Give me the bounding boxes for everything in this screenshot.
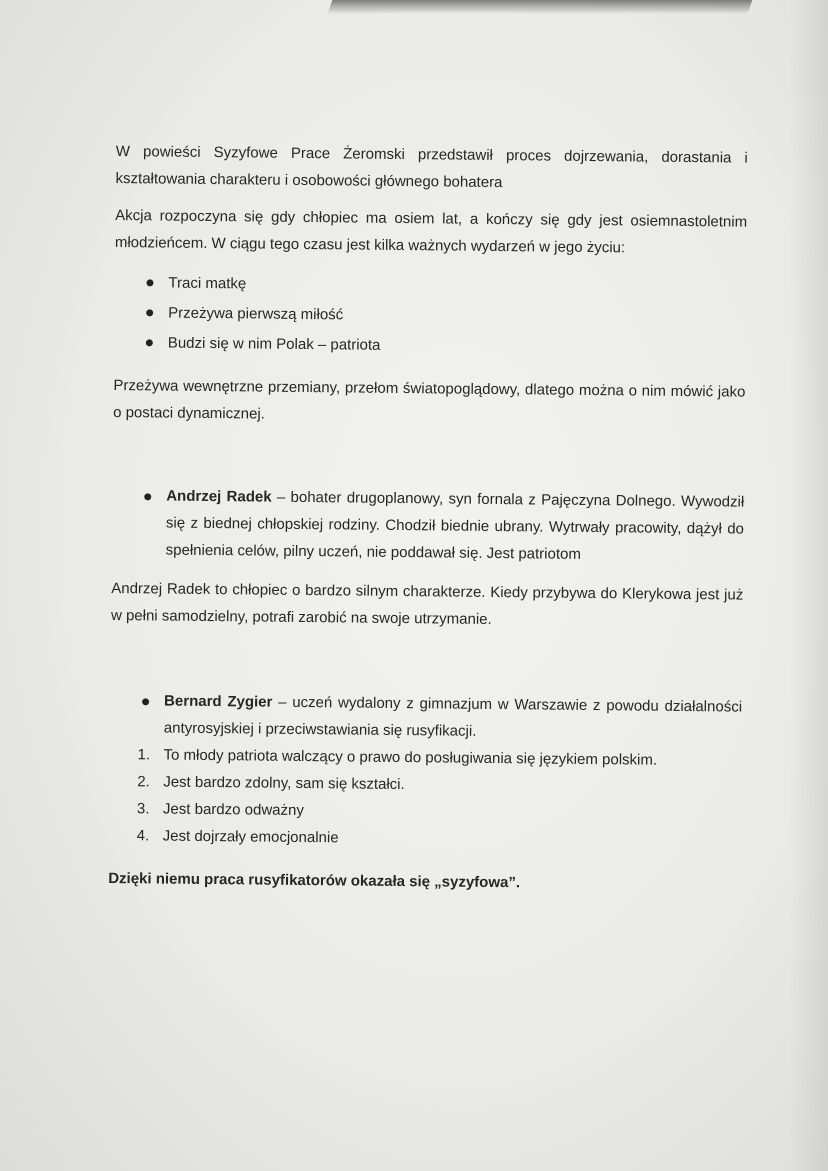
list-text: Jest bardzo zdolny, sam się kształci. xyxy=(163,773,405,794)
radek-summary: Andrzej Radek to chłopiec o bardzo silnym charakterze. Kiedy przybywa do Klerykowa jest już w pełni samodzielny, potrafi zarobić na swoje utrzymanie. xyxy=(110,579,744,628)
radek-name: Andrzej Radek xyxy=(166,487,272,506)
dynamic-character-paragraph: Przeżywa wewnętrzne przemiany, przełom światopoglądowy, dlatego można o nim mówić jako o postaci dynamicznej. xyxy=(113,376,746,423)
zygier-traits-list xyxy=(109,741,742,856)
conclusion: Dzięki niemu praca rusyfikatorów okazała się „syzyfowa”. xyxy=(108,869,521,892)
zygier-name: Bernard Zygier xyxy=(164,692,273,711)
zygier-description: – uczeń wydalony z gimnazjum w Warszawie z powodu działalności antyrosyjskiej i przeciwstawiania się rusyfikacji. xyxy=(163,693,743,740)
list-number: 3. xyxy=(136,800,150,818)
right-shadow xyxy=(788,0,828,1171)
top-shadow xyxy=(328,0,753,14)
list-item xyxy=(136,823,741,856)
list-number: 4. xyxy=(136,827,150,845)
list-text: Jest dojrzały emocjonalnie xyxy=(162,827,339,847)
radek-bullet xyxy=(166,483,745,570)
action-paragraph: Akcja rozpoczyna się gdy chłopiec ma osiem lat, a kończy się gdy jest osiemnastoletnim młodzieńcem. W ciągu tego czasu jest kilka ważnych wydarzeń w jego życiu: xyxy=(114,206,748,257)
document-body xyxy=(108,138,748,899)
events-list xyxy=(114,268,747,365)
radek-description: – bohater drugoplanowy, syn fornala z Pajęczyna Dolnego. Wywodził się z biednej chłopskiej rodziny. Chodził biednie ubrany. Wytrwały pracowity, dążył do spełnienia celów, pilny uczeń, nie poddawał się. Jest patriotom xyxy=(165,488,745,563)
list-item: Przeżywa pierwszą miłość xyxy=(168,299,746,335)
list-item: Traci matkę xyxy=(168,269,746,305)
list-text: Jest bardzo odważny xyxy=(162,800,304,820)
intro-paragraph: W powieści Syzyfowe Prace Żeromski przedstawił proces dojrzewania, dorastania i kształtowania charakteru i osobowości głównego bohatera xyxy=(115,142,748,192)
list-text: To młody patriota walczący o prawo do posługiwania się językiem polskim. xyxy=(163,746,658,769)
list-number: 2. xyxy=(137,773,150,791)
zygier-bullet xyxy=(164,688,743,748)
list-item: Budzi się w nim Polak – patriota xyxy=(168,329,746,365)
list-number: 1. xyxy=(137,746,151,764)
